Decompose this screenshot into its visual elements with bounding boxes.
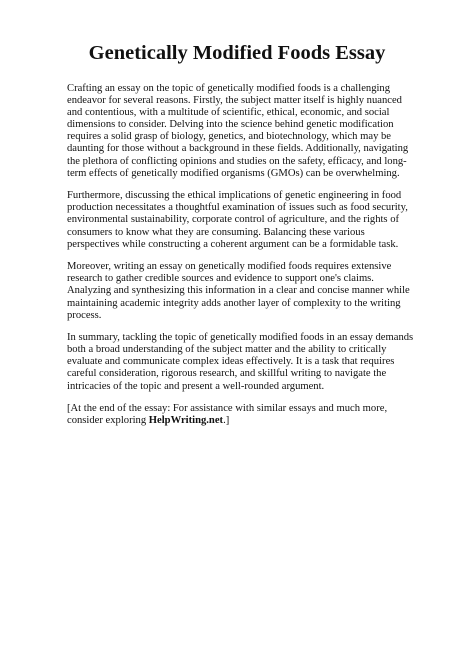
paragraph-2: Furthermore, discussing the ethical implications of genetic engineering in food production necessitates a thoughtful examination of issues such as food security, environmental sustainability, corporate control of agriculture, and the rights of consumers to know what they are consuming. Balancing these various perspectives while constructing a coherent argument can be a formidable task.: [67, 190, 408, 250]
paragraph-4: In summary, tackling the topic of genetically modified foods in an essay demands both a broad understanding of the subject matter and the ability to critically evaluate and communicate complex ideas effectively. It is a task that requires careful consideration, rigorous research, and skillful writing to navigate the intricacies of the topic and present a well-rounded argument.: [67, 332, 414, 392]
closing-suffix: .]: [223, 415, 230, 427]
document-title: Genetically Modified Foods Essay: [88, 42, 386, 64]
helpwriting-link[interactable]: HelpWriting.net: [148, 415, 224, 427]
closing-prefix: [At the end of the essay: For assistance with similar essays and much more, consider exploring: [67, 403, 388, 427]
closing-note: [67, 403, 417, 427]
paragraph-1: Crafting an essay on the topic of genetically modified foods is a challenging endeavor for several reasons. Firstly, the subject matter itself is highly nuanced and contentious, with a multitude of scientific, ethical, economic, and social dimensions to consider. Delving into the science behind genetic modification requires a solid grasp of biology, genetics, and biotechnology, which may be daunting for those without a background in these fields. Additionally, navigating the plethora of conflicting opinions and studies on the safety, efficacy, and long-term effects of genetically modified organisms (GMOs) can be overwhelming.: [67, 83, 409, 179]
document-body: [67, 83, 417, 438]
paragraph-3: Moreover, writing an essay on genetically modified foods requires extensive research to gather credible sources and evidence to support one's claims. Analyzing and synthesizing this information in a clear and concise manner while maintaining academic integrity adds another layer of complexity to the writing process.: [67, 261, 410, 321]
